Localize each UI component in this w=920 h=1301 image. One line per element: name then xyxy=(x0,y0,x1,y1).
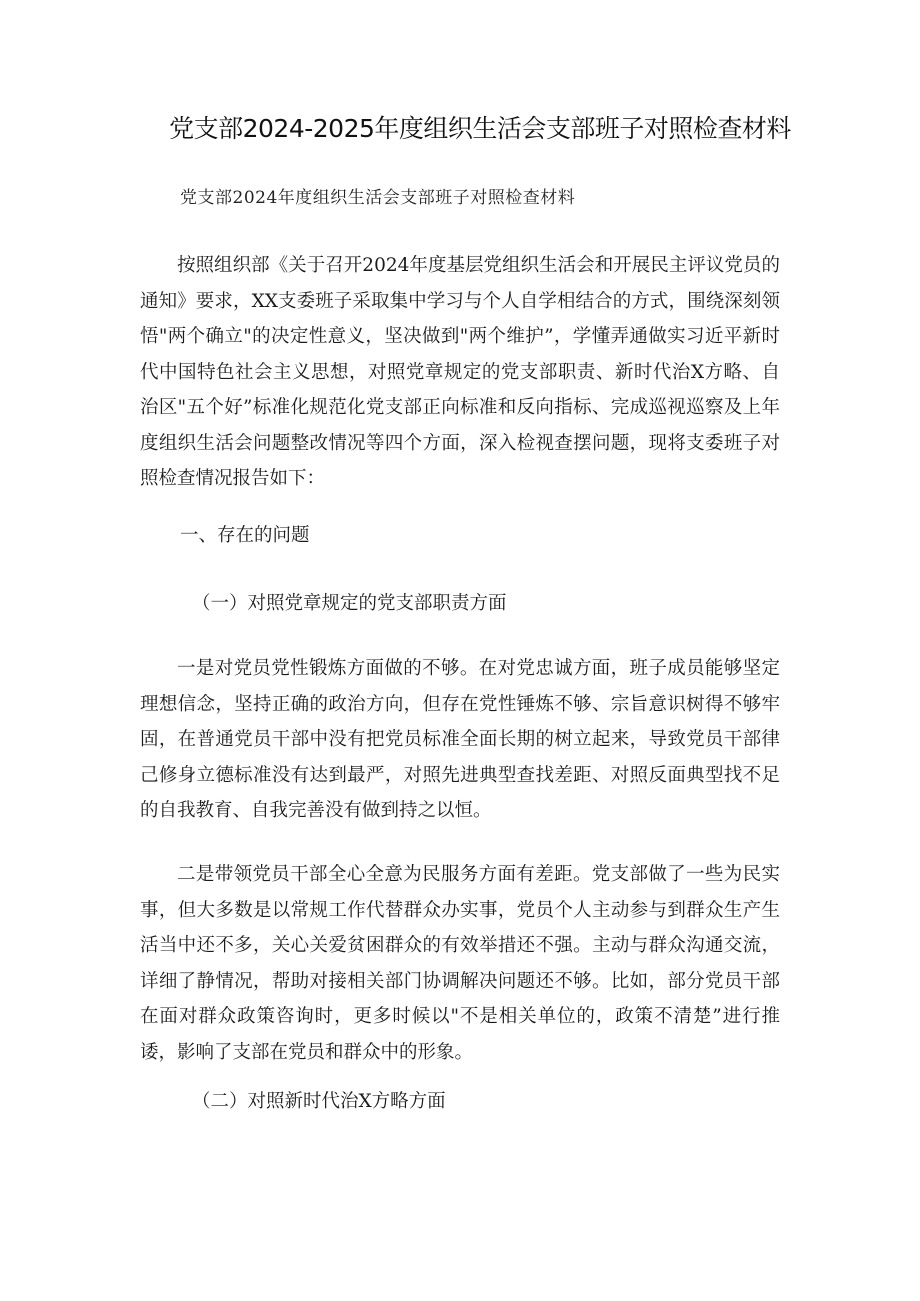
paragraph-1: 一是对党员党性锻炼方面做的不够。在对党忠诚方面，班子成员能够坚定理想信念，坚持正确的政治方向，但存在党性锤炼不够、宗旨意识树得不够牢固，在普通党员干部中没有把党员标准全面长期的树立起来，导致党员干部律己修身立德标准没有达到最严，对照先进典型查找差距、对照反面典型找不足的自我教育、自我完善没有做到持之以恒。 xyxy=(140,658,780,821)
subsection-heading-1: （一）对照党章规定的党支部职责方面 xyxy=(192,593,507,614)
subsection-heading-2: （二）对照新时代治X方略方面 xyxy=(192,1091,446,1112)
document-subtitle: 党支部2024年度组织生活会支部班子对照检查材料 xyxy=(180,188,576,208)
paragraph-2: 二是带领党员干部全心全意为民服务方面有差距。党支部做了一些为民实事，但大多数是以常规工作代替群众办实事，党员个人主动参与到群众生产生活当中还不多，关心关爱贫困群众的有效举措还不强。主动与群众沟通交流，详细了静情况，帮助对接相关部门协调解决问题还不够。比如，部分党员干部在面对群众政策咨询时，更多时候以"不是相关单位的，政策不清楚”进行推诿，影响了支部在党员和群众中的形象。 xyxy=(140,864,780,1063)
intro-paragraph: 按照组织部《关于召开2024年度基层党组织生活会和开展民主评议党员的通知》要求，XX支委班子采取集中学习与个人自学相结合的方式，围绕深刻领悟"两个确立"的决定性意义，坚决做到"两个维护”，学懂弄通做实习近平新时代中国特色社会主义思想，对照党章规定的党支部职责、新时代治X方略、自治区"五个好”标准化规范化党支部正向标准和反向指标、完成巡视巡察及上年度组织生活会问题整改情况等四个方面，深入检视查摆问题，现将支委班子对照检查情况报告如下： xyxy=(140,255,780,489)
document-title: 党支部2024-2025年度组织生活会支部班子对照检查材料 xyxy=(169,114,791,143)
section-heading-problems: 一、存在的问题 xyxy=(180,525,310,546)
